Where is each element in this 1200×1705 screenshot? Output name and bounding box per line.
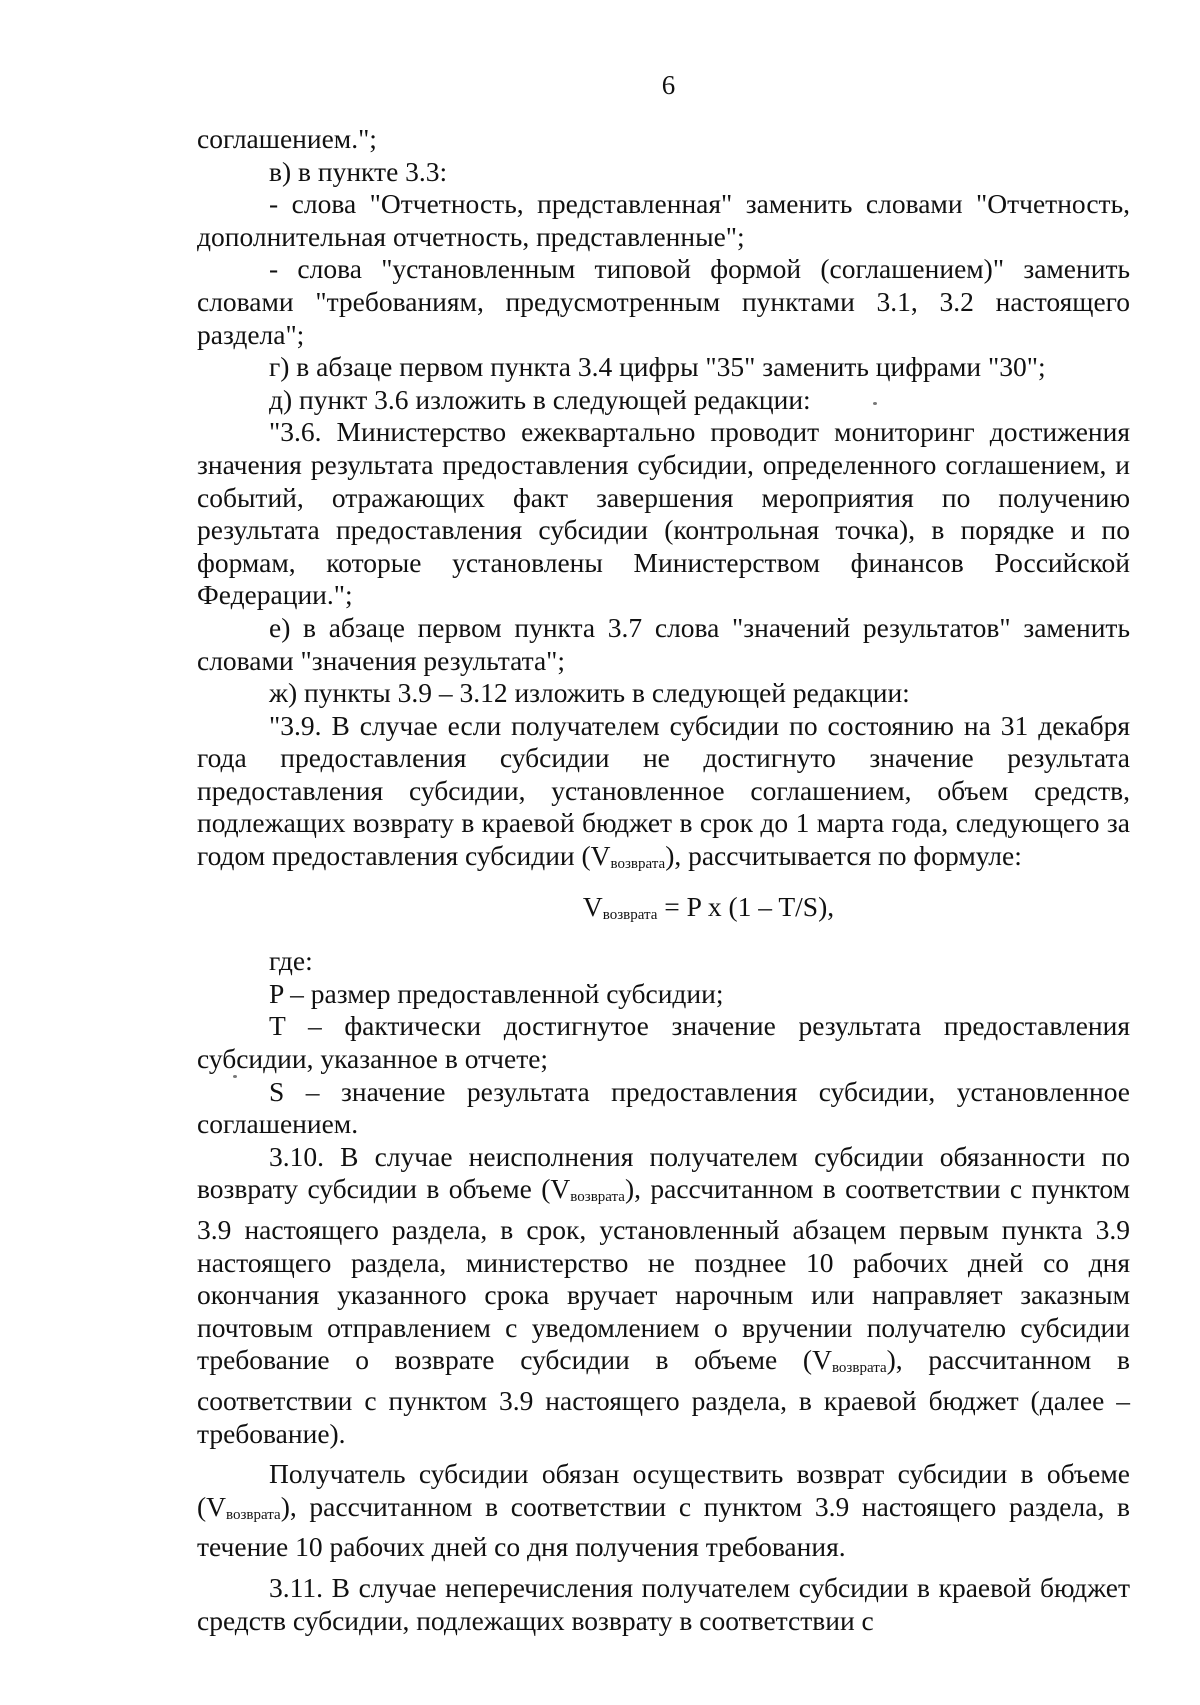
scan-speck — [233, 1075, 237, 1078]
formula-left: V — [582, 890, 603, 922]
formula — [197, 891, 1130, 932]
paragraph: г) в абзаце первом пункта 3.4 цифры "35" заменить цифрами "30"; — [269, 351, 1046, 383]
paragraph: - слова "Отчетность, представленная" заменить словами "Отчетность, дополнительная отчетность, представленные"; — [197, 188, 1130, 252]
subscript: возврата — [602, 906, 658, 923]
paragraph: ж) пункты 3.9 – 3.12 изложить в следующей редакции: — [269, 677, 910, 709]
paragraph: д) пункт 3.6 изложить в следующей редакции: — [269, 383, 811, 415]
paragraph: где: — [269, 945, 313, 977]
paragraph-3-10 — [197, 1141, 1130, 1450]
paragraph: T – фактически достигнутое значение результата предоставления субсидии, указанное в отчете; — [197, 1010, 1130, 1075]
text-run: ), рассчитанном в соответствии с пунктом 3.9 настоящего раздела, в краевой бюджет (далее – требование). — [197, 1344, 1130, 1449]
text-run: 3.10. В случае неисполнения получателем субсидии обязанности по возврату субсидии в объеме (V — [197, 1140, 1130, 1205]
paragraph: "3.6. Министерство ежеквартально проводит мониторинг достижения значения результата предоставления субсидии, определенного соглашением, и событий, отражающих факт завершения мероприятия по получению результата предоставления субсидии (контрольная точка), в порядке и по формам, которые установлены Министерством финансов Российской Федерации."; — [197, 416, 1130, 611]
paragraph: е) в абзаце первом пункта 3.7 слова "значений результатов" заменить словами "значения результата"; — [197, 611, 1130, 676]
paragraph — [197, 1458, 1130, 1564]
paragraph: в) в пункте 3.3: — [269, 155, 448, 187]
text-run: ), рассчитывается по формуле: — [665, 840, 1022, 872]
text-run: ), рассчитанном в соответствии с пунктом 3.9 настоящего раздела, в срок, установленный абзацем первым пункта 3.9 настоящего раздела, министерство не позднее 10 рабочих дней со дня окончания указанного срока вручает нарочным или направляет заказным почтовым отправлением с уведомлением о вручении получателю субсидии требование о возврате субсидии в объеме (V — [197, 1173, 1130, 1376]
text-run: ), рассчитанном в соответствии с пунктом 3.9 настоящего раздела, в течение 10 рабочих дней со дня получения требования. — [197, 1490, 1130, 1563]
subscript: возврата — [570, 1189, 625, 1206]
subscript: возврата — [226, 1506, 281, 1523]
subscript: возврата — [831, 1360, 887, 1377]
paragraph-3-11: 3.11. В случае неперечисления получателем субсидии в краевой бюджет средств субсидии, подлежащих возврату в соответствии с — [197, 1571, 1130, 1636]
subscript: возврата — [610, 856, 666, 873]
paragraph: соглашением."; — [197, 123, 377, 154]
scan-speck — [873, 402, 877, 405]
text-run: "3.9. В случае если получателем субсидии по состоянию на 31 декабря года предоставления субсидии не достигнуто значение результата предоставления субсидии, установленное соглашением, объем средств, подлежащих возврату в краевой бюджет в срок до 1 марта года, следующего за годом предоставления субсидии (V — [197, 709, 1130, 872]
document-body — [197, 123, 1130, 1637]
text-run: Получатель субсидии обязан осуществить возврат субсидии в объеме (V — [197, 1458, 1130, 1522]
paragraph: P – размер предоставленной субсидии; — [269, 977, 724, 1009]
page-number: 6 — [661, 70, 676, 100]
paragraph: - слова "установленным типовой формой (соглашением)" заменить словами "требованиям, предусмотренным пунктами 3.1, 3.2 настоящего раздела"; — [197, 253, 1130, 350]
paragraph-3-9 — [197, 710, 1130, 881]
paragraph: S – значение результата предоставления субсидии, установленное соглашением. — [197, 1075, 1130, 1140]
formula-right: = P x (1 – T/S), — [657, 890, 835, 922]
